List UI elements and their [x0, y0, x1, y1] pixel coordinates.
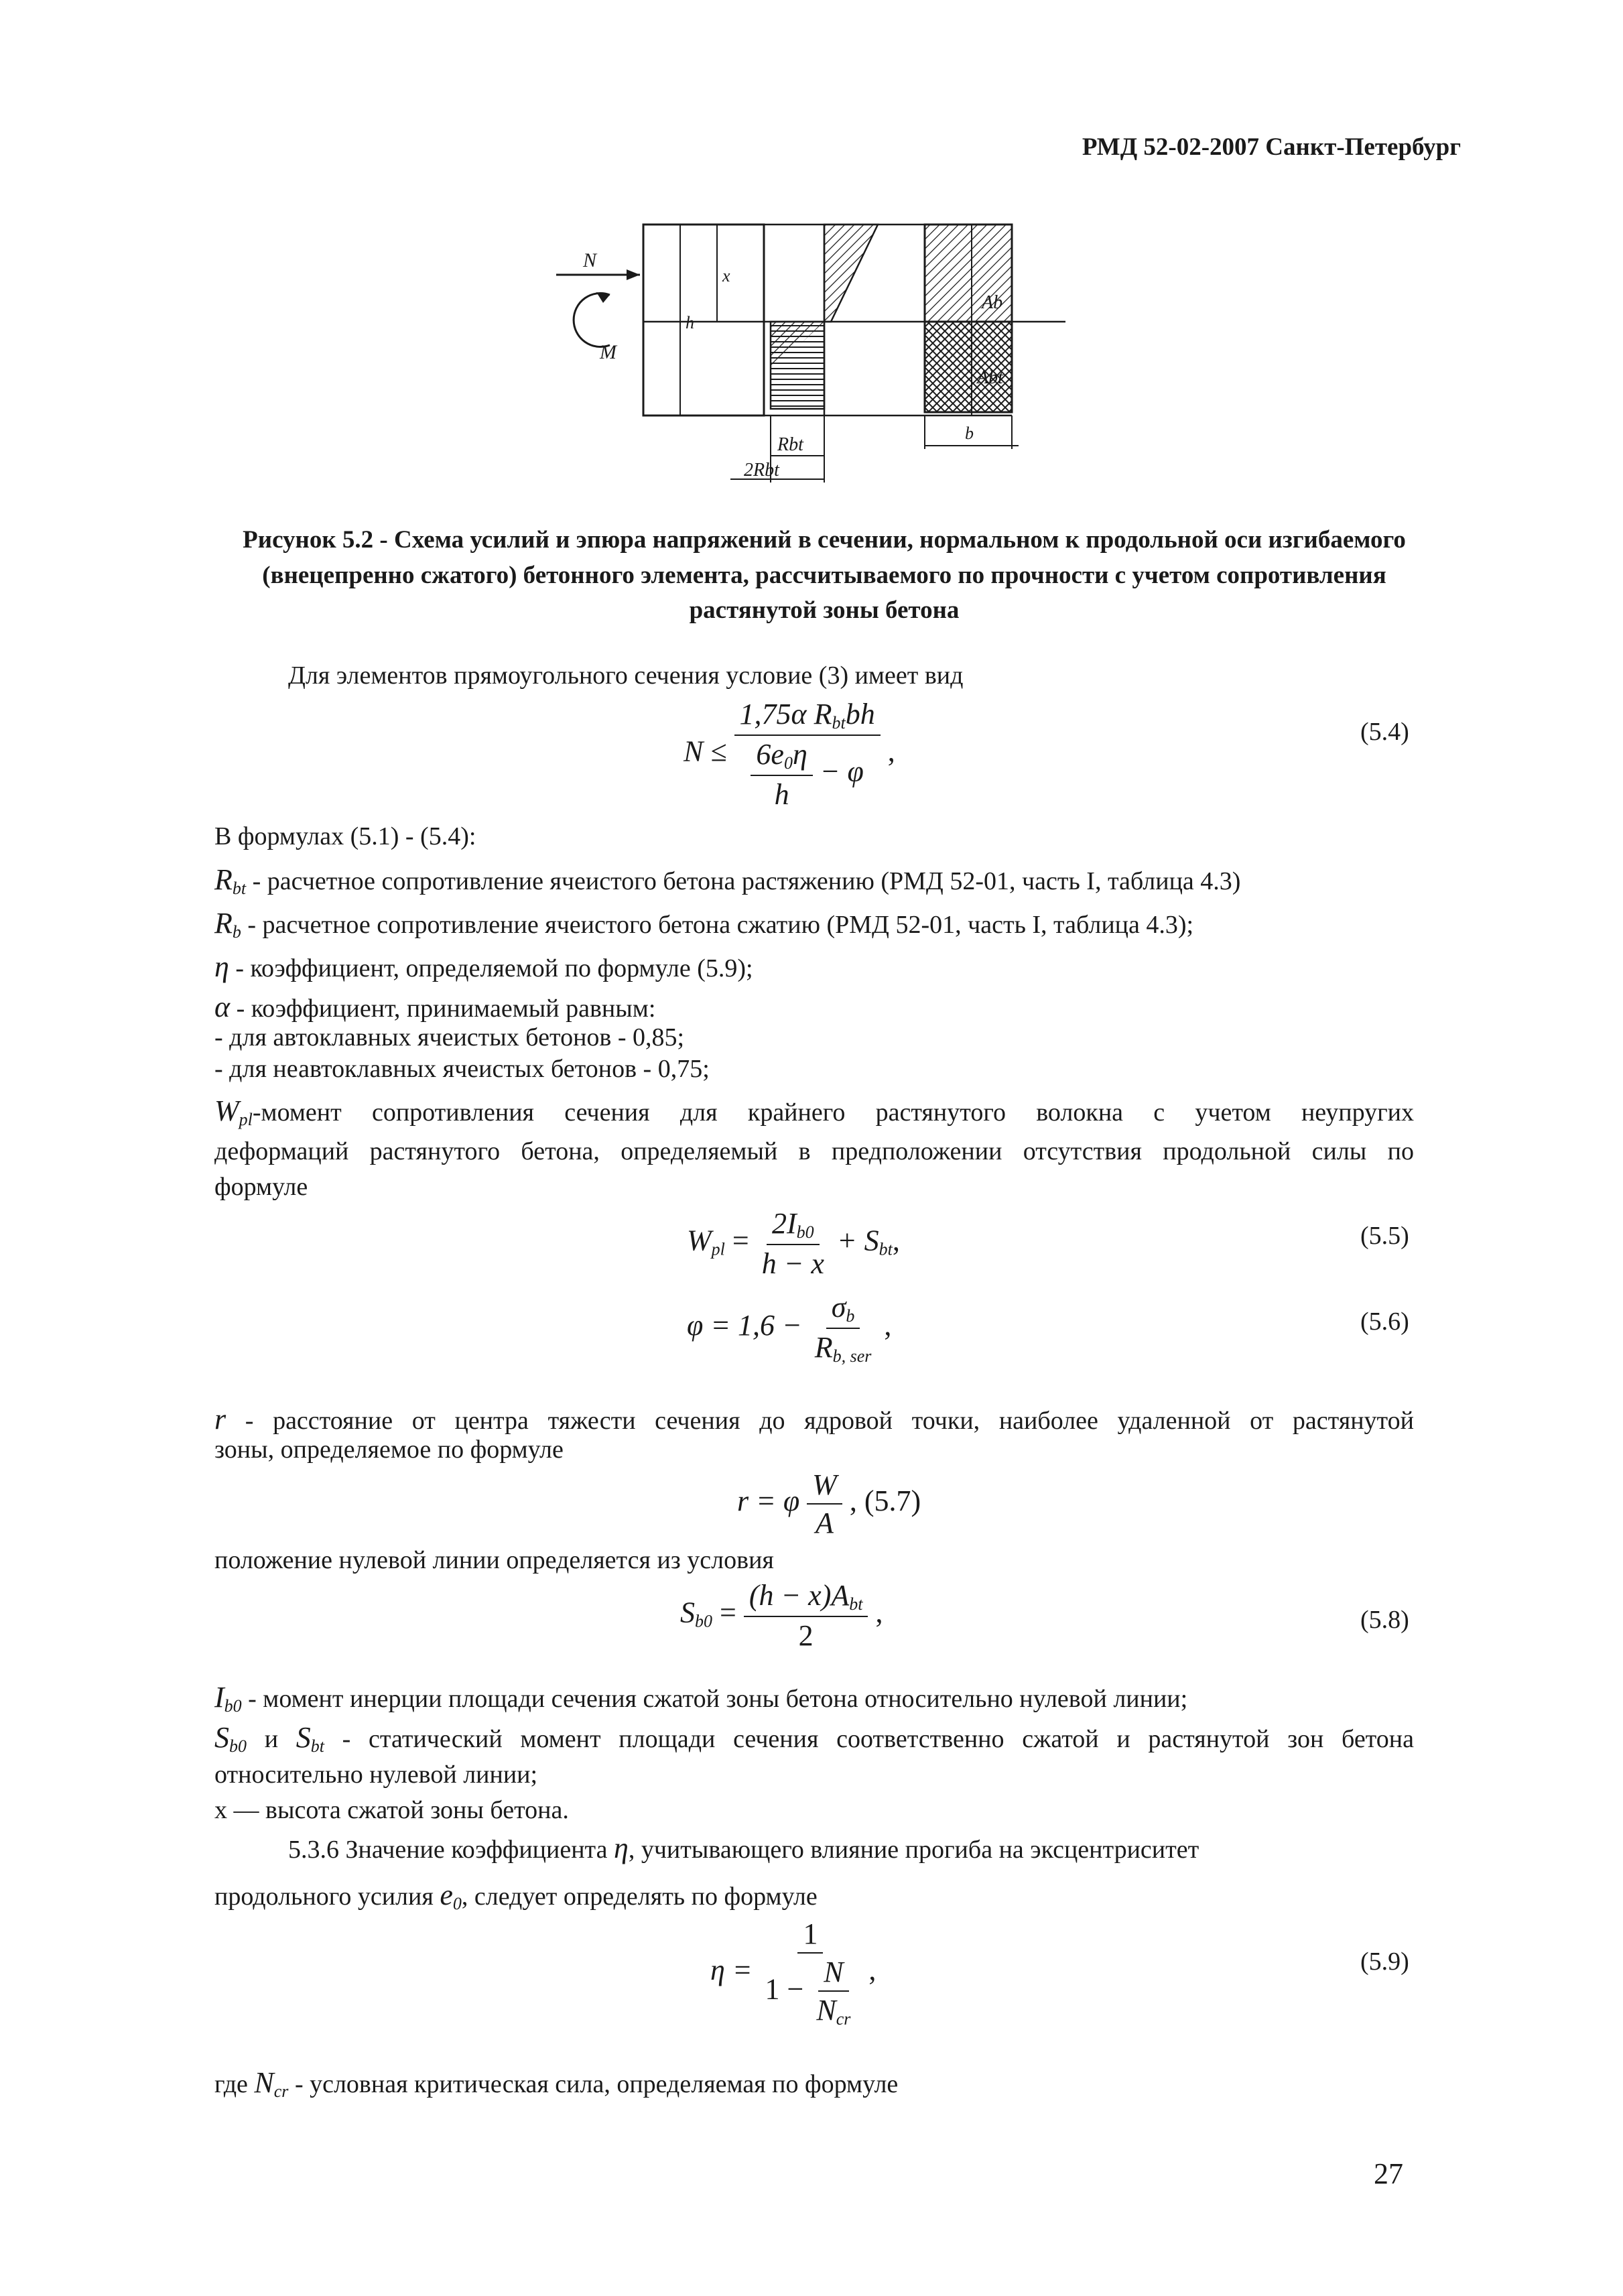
- label-2rbt: 2Rbt: [744, 460, 779, 481]
- definition-eta: η - коэффициент, определяемой по формуле (5.9);: [214, 950, 753, 983]
- element-outline: [643, 225, 764, 416]
- definition-rbt: $R_{bt}$ - расчетное сопротивление ячеистого бетона растяжению (РМД 52-01, часть I, таблица 4.3): [214, 863, 1241, 898]
- alpha-non-autoclave: - для неавтоклавных ячеистых бетонов - 0,75;: [214, 1055, 710, 1083]
- definition-alpha: α - коэффициент, принимаемый равным:: [214, 991, 656, 1023]
- label-x: x: [722, 266, 730, 285]
- label-m: M: [600, 341, 616, 363]
- equation-5-5: $W_{pl}$ = $\frac{2I_{b0}}{h - x}$ + $S_{bt}$,: [687, 1207, 900, 1280]
- figure-force-diagram: [543, 194, 1079, 509]
- definition-wpl-line2: деформаций растянутого бетона, определяемый в предположении отсутствия продольной силы по: [214, 1137, 1414, 1165]
- paragraph-5-3-6-line1: 5.3.6 Значение коэффициента η, учитывающего влияние прогиба на эксцентриситет: [288, 1832, 1199, 1864]
- document-code-header: РМД 52-02-2007 Санкт-Петербург: [1082, 133, 1461, 161]
- paragraph-5-3-6-line2: продольного усилия $e_0$, следует определять по формуле: [214, 1878, 818, 1913]
- equation-5-4: N ≤ 1,75α $R_{bt}bh$ $\frac{6e_0\eta}{h}$ − φ ,: [684, 698, 895, 811]
- alpha-autoclave: - для автоклавных ячеистых бетонов - 0,85;: [214, 1023, 685, 1051]
- label-n: N: [583, 249, 597, 271]
- definition-wpl-line1: $W_{pl}$-момент сопротивления сечения для крайнего растянутого волокна с учетом неупругих: [214, 1094, 1414, 1129]
- neutral-axis-text: положение нулевой линии определяется из условия: [214, 1546, 774, 1574]
- label-h: h: [686, 313, 694, 332]
- definition-sb0-line2: относительно нулевой линии;: [214, 1761, 538, 1789]
- definition-sb0-line1: $S_{b0}$ и $S_{bt}$ - статический момент площади сечения соответственно сжатой и растянутой зон бетона: [214, 1721, 1414, 1756]
- equation-5-8-label: (5.8): [1360, 1606, 1409, 1634]
- figure-caption: Рисунок 5.2 - Схема усилий и эпюра напряжений в сечении, нормальном к продольной оси изгибаемого (внецепренно сжатого) бетонного элемента, рассчитываемого по прочности с учетом сопротивления растянутой зоны бетона: [243, 526, 1406, 625]
- equation-5-9-label: (5.9): [1360, 1948, 1409, 1976]
- definition-ib0: $I_{b0}$ - момент инерции площади сечения сжатой зоны бетона относительно нулевой линии;: [214, 1681, 1188, 1716]
- equation-5-9: η = 1 1 − $\frac{N}{N_{cr}}$ ,: [710, 1917, 877, 2029]
- equation-5-5-label: (5.5): [1360, 1222, 1409, 1250]
- label-ab: Ab: [982, 292, 1003, 313]
- intro-text: Для элементов прямоугольного сечения условие (3) имеет вид: [288, 661, 964, 690]
- definition-x: x — высота сжатой зоны бетона.: [214, 1796, 569, 1824]
- definition-wpl-line3: формуле: [214, 1173, 308, 1201]
- formulas-intro: В формулах (5.1) - (5.4):: [214, 822, 476, 850]
- equation-5-4-label: (5.4): [1360, 718, 1409, 746]
- definition-r-line2: зоны, определяемое по формуле: [214, 1436, 564, 1464]
- page-number: 27: [1374, 2157, 1403, 2190]
- equation-5-6-label: (5.6): [1360, 1308, 1409, 1336]
- definition-r-line1: r - расстояние от центра тяжести сечения до ядровой точки, наиболее удаленной от растянутой: [214, 1403, 1414, 1436]
- equation-5-6: φ = 1,6 − $\frac{\sigma_b}{R_{b, ser}}$ ,: [687, 1291, 892, 1366]
- label-abt: Abt: [977, 367, 1003, 388]
- label-rbt: Rbt: [777, 434, 803, 455]
- label-b: b: [965, 424, 974, 443]
- equation-5-7: r = φ $\frac{W}{A}$ , (5.7): [737, 1468, 921, 1539]
- definition-ncr: где $N_{cr}$ - условная критическая сила, определяемая по формуле: [214, 2066, 899, 2101]
- definition-rb: $R_b$ - расчетное сопротивление ячеистого бетона сжатию (РМД 52-01, часть I, таблица 4.3);: [214, 907, 1194, 942]
- compression-stress-triangle: [824, 225, 878, 322]
- equation-5-8: $S_{b0}$ = $\frac{(h - x)A_{bt}}{2}$ ,: [680, 1579, 883, 1652]
